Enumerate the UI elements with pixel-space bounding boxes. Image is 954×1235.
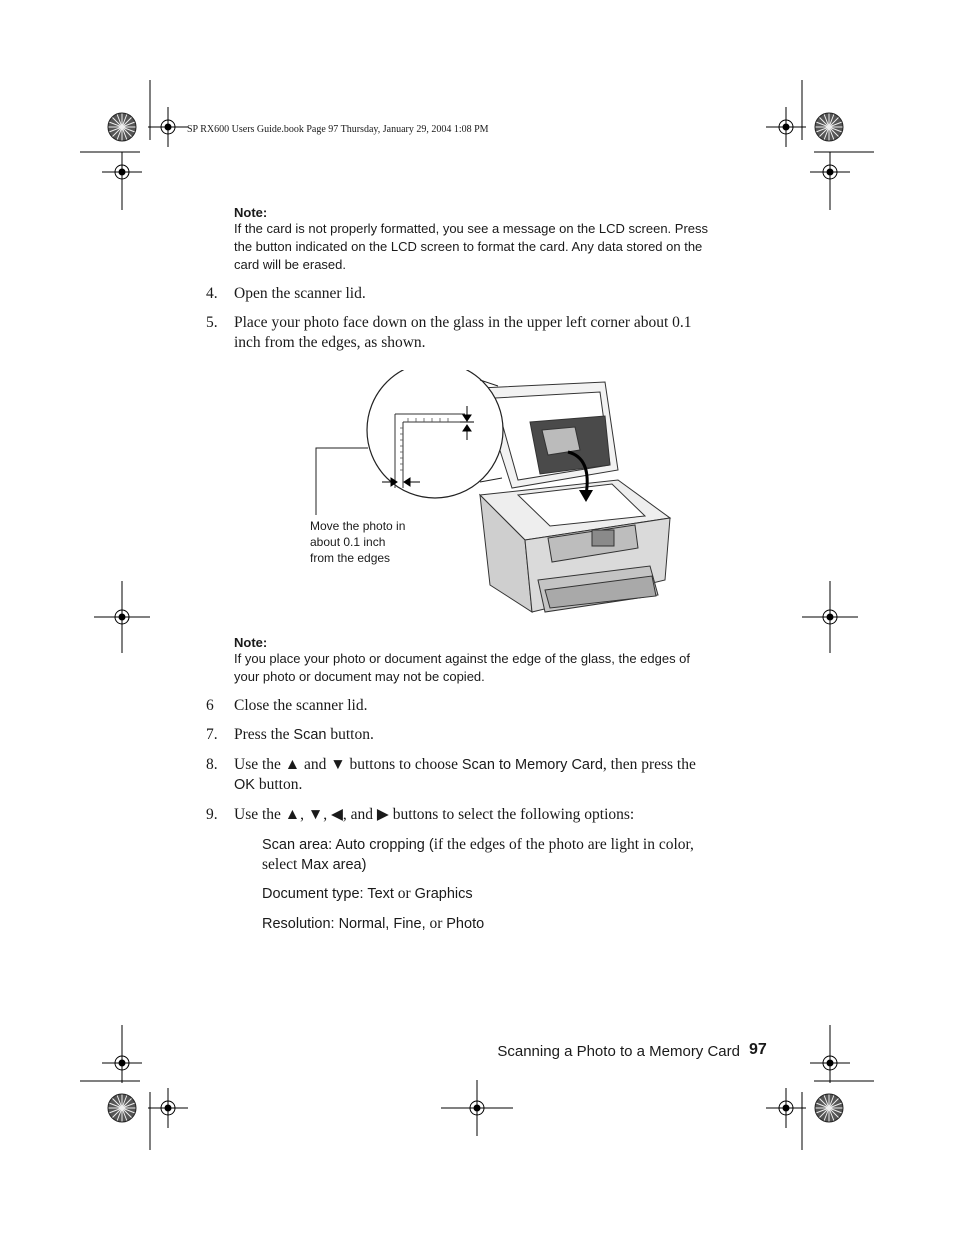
step-number: 8. bbox=[206, 756, 218, 773]
step-text: Use the ▲ and ▼ buttons to choose Scan to Memory Card, then press the OK button. bbox=[234, 756, 696, 793]
step-number: 9. bbox=[206, 806, 218, 823]
callout-line: from the edges bbox=[310, 551, 391, 565]
menu-option-name: Scan to Memory Card bbox=[461, 757, 603, 773]
step-number: 6 bbox=[206, 697, 214, 714]
step-8 bbox=[206, 755, 746, 795]
option-scan-area: Scan area: Auto cropping (if the edges of the photo are light in color, select Max area) bbox=[262, 836, 694, 873]
file-info-header: SP RX600 Users Guide.book Page 97 Thursday, January 29, 2004 1:08 PM bbox=[187, 124, 489, 135]
step-6 bbox=[206, 696, 746, 716]
page-number: 97 bbox=[749, 1041, 767, 1058]
note-block-format bbox=[234, 205, 754, 274]
step-text: Place your photo face down on the glass in the upper left corner about 0.1 bbox=[234, 314, 692, 331]
option-resolution: Resolution: Normal, Fine, or Photo bbox=[262, 915, 485, 932]
step-number: 7. bbox=[206, 726, 218, 743]
step-text: Press the Scan button. bbox=[234, 726, 374, 743]
scanner-illustration bbox=[300, 370, 680, 620]
note-label: Note: bbox=[234, 205, 268, 220]
callout-line: Move the photo in bbox=[310, 519, 406, 533]
step-number: 5. bbox=[206, 314, 218, 331]
step-text: Use the ▲, ▼, ◀, and ▶ buttons to select the following options: bbox=[234, 806, 635, 823]
step-9 bbox=[206, 805, 746, 825]
step-text: Close the scanner lid. bbox=[234, 697, 368, 714]
option-document-type: Document type: Text or Graphics bbox=[262, 885, 473, 902]
callout-line: about 0.1 inch bbox=[310, 535, 386, 549]
step-4 bbox=[206, 284, 746, 304]
step-number: 4. bbox=[206, 285, 218, 302]
step-5 bbox=[206, 313, 746, 353]
footer-section-title: Scanning a Photo to a Memory Card bbox=[497, 1043, 740, 1060]
note-line: If the card is not properly formatted, you see a message on the LCD screen. Press bbox=[234, 221, 709, 236]
figure-callout bbox=[310, 518, 440, 566]
note-label: Note: bbox=[234, 635, 268, 650]
step-text: Open the scanner lid. bbox=[234, 285, 366, 302]
ok-button-name: OK bbox=[234, 777, 255, 793]
note-line: card will be erased. bbox=[234, 257, 346, 272]
step-text: inch from the edges, as shown. bbox=[234, 334, 426, 351]
step-7 bbox=[206, 725, 746, 745]
scan-button-name: Scan bbox=[293, 727, 327, 743]
note-line: the button indicated on the LCD screen to format the card. Any data stored on the bbox=[234, 239, 703, 254]
note-line: If you place your photo or document against the edge of the glass, the edges of bbox=[234, 651, 691, 666]
note-line: your photo or document may not be copied. bbox=[234, 669, 485, 684]
note-block-edges bbox=[234, 635, 754, 686]
